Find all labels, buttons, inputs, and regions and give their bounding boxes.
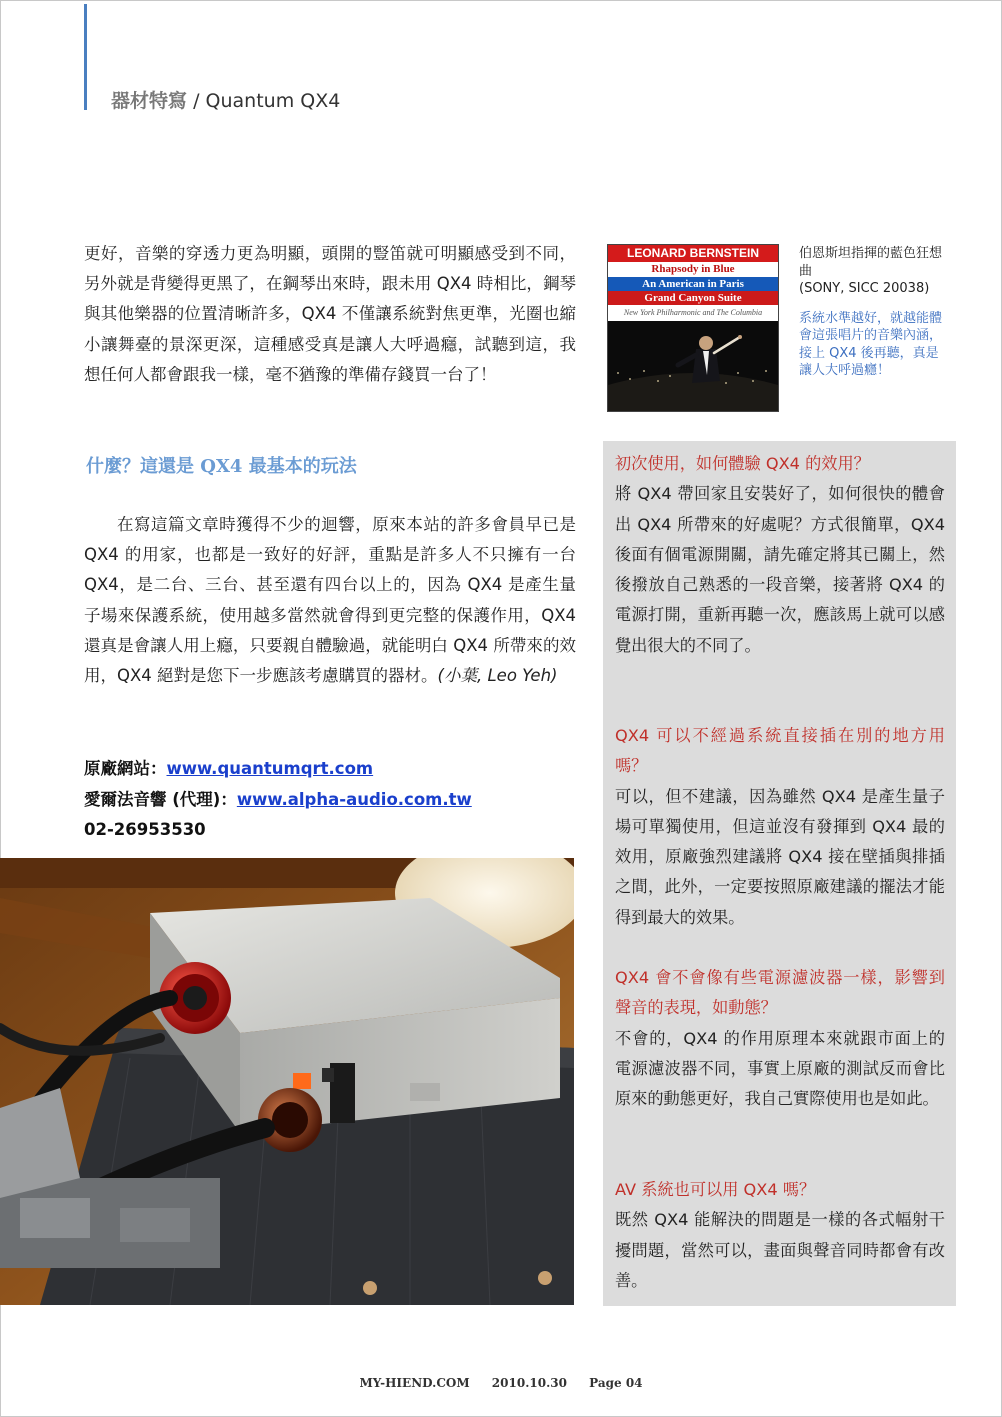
qx4-product-photo: [0, 858, 574, 1305]
faq-question: AV 系統也可以用 QX4 嗎？: [615, 1180, 816, 1199]
manufacturer-site-row: [84, 754, 472, 785]
caption-title: 伯恩斯坦指揮的藍色狂想曲: [799, 246, 943, 279]
caption-catalog: (SONY, SICC 20038): [799, 281, 930, 296]
faq-item: [615, 963, 945, 1114]
manufacturer-site-label: 原廠網站：: [84, 759, 167, 778]
paragraph-text: 在寫這篇文章時獲得不少的迴響，原來本站的許多會員早已是 QX4 的用家，也都是一致好的好評，重點是許多人不只擁有一台 QX4，是二台、三台、甚至還有四台以上的，因為 QX4 是產生量子場來保護系統，使用越多當然就會得到更完整的保護作用，QX4 還真是會讓人用上癮，只要親自體驗過，就能明白 QX4 所帶來的效用，QX4 絕對是您下一步應該考慮購買的器材。: [84, 515, 576, 686]
phone-number: 02-26953530: [84, 820, 206, 839]
header-separator: /: [193, 90, 200, 112]
faq-item: [615, 449, 945, 661]
section-label: 器材特寫: [111, 90, 188, 112]
manufacturer-site-link[interactable]: www.quantumqrt.com: [166, 759, 374, 778]
article-paragraph: [84, 510, 576, 691]
faq-question: QX4 會不會像有些電源濾波器一樣，影響到聲音的表現，如動態？: [615, 968, 945, 1018]
album-cover-title-block: [608, 245, 778, 321]
album-artist: LEONARD BERNSTEIN: [608, 245, 778, 262]
album-cover: [607, 244, 779, 412]
footer-site: MY-HIEND.COM: [359, 1376, 470, 1390]
conductor-photo: [608, 321, 778, 411]
faq-answer: 既然 QX4 能解決的問題是一樣的各式幅射干擾問題，當然可以，畫面與聲音同時都會有改善。: [615, 1210, 945, 1290]
agent-site-row: [84, 785, 472, 816]
page-footer: [0, 1376, 1002, 1390]
footer-page-number: Page 04: [589, 1376, 643, 1390]
album-caption: [799, 245, 949, 380]
album-title-rhapsody: Rhapsody in Blue: [651, 263, 735, 275]
footer-date: 2010.10.30: [491, 1376, 567, 1390]
faq-question: 初次使用，如何體驗 QX4 的效用？: [615, 454, 870, 473]
caption-note: 系統水準越好，就越能體會這張唱片的音樂內涵，接上 QX4 後再聽，真是讓人大呼過癮！: [799, 310, 943, 378]
faq-question: QX4 可以不經過系統直接插在別的地方用嗎？: [615, 726, 945, 776]
faq-answer: 將 QX4 帶回家且安裝好了，如何很快的體會出 QX4 所帶來的好處呢？方式很簡單，QX4 後面有個電源開關，請先確定將其已關上，然後撥放自己熟悉的一段音樂，接著將 QX4 的電源打開，重新再聽一次，應該馬上就可以感覺出很大的不同了。: [615, 484, 945, 655]
page-header: [111, 86, 340, 113]
contact-block: [84, 754, 472, 846]
product-name: Quantum QX4: [205, 90, 341, 112]
faq-answer: 可以，但不建議，因為雖然 QX4 是產生量子場可單獨使用，但這並沒有發揮到 QX4 最的效用，原廠強烈建議將 QX4 接在壁插與排插之間，此外，一定要按照原廠建議的擺法才能得到最大的效果。: [615, 786, 945, 927]
album-orchestra: New York Philharmonic and The Columbia: [623, 308, 763, 317]
faq-answer: 不會的，QX4 的作用原理本來就跟市面上的電源濾波器不同，事實上原廠的測試反而會比原來的動態更好，我自己實際使用也是如此。: [615, 1028, 945, 1109]
album-title-grand-canyon: Grand Canyon Suite: [608, 291, 778, 305]
intro-paragraph: 更好，音樂的穿透力更為明顯，頭開的豎笛就可明顯感受到不同，另外就是背變得更黑了，在鋼琴出來時，跟未用 QX4 時相比，鋼琴與其他樂器的位置清晰許多，QX4 不僅讓系統對焦更準，光圈也縮小讓舞臺的景深更深，這種感受真是讓人大呼過癮，試聽到這，我想任何人都會跟我一樣，毫不猶豫的準備存錢買一台了！: [84, 244, 576, 384]
faq-item: [615, 1175, 945, 1296]
section-heading: 什麼？這還是 QX4 最基本的玩法: [86, 456, 357, 477]
author-signature: (小葉, Leo Yeh): [437, 666, 558, 686]
faq-item: [615, 721, 945, 933]
agent-site-label: 愛爾法音響 (代理)：: [84, 789, 237, 809]
agent-site-link[interactable]: www.alpha-audio.com.tw: [236, 789, 472, 809]
header-accent-bar: [84, 4, 87, 110]
album-title-american: An American in Paris: [608, 277, 778, 291]
